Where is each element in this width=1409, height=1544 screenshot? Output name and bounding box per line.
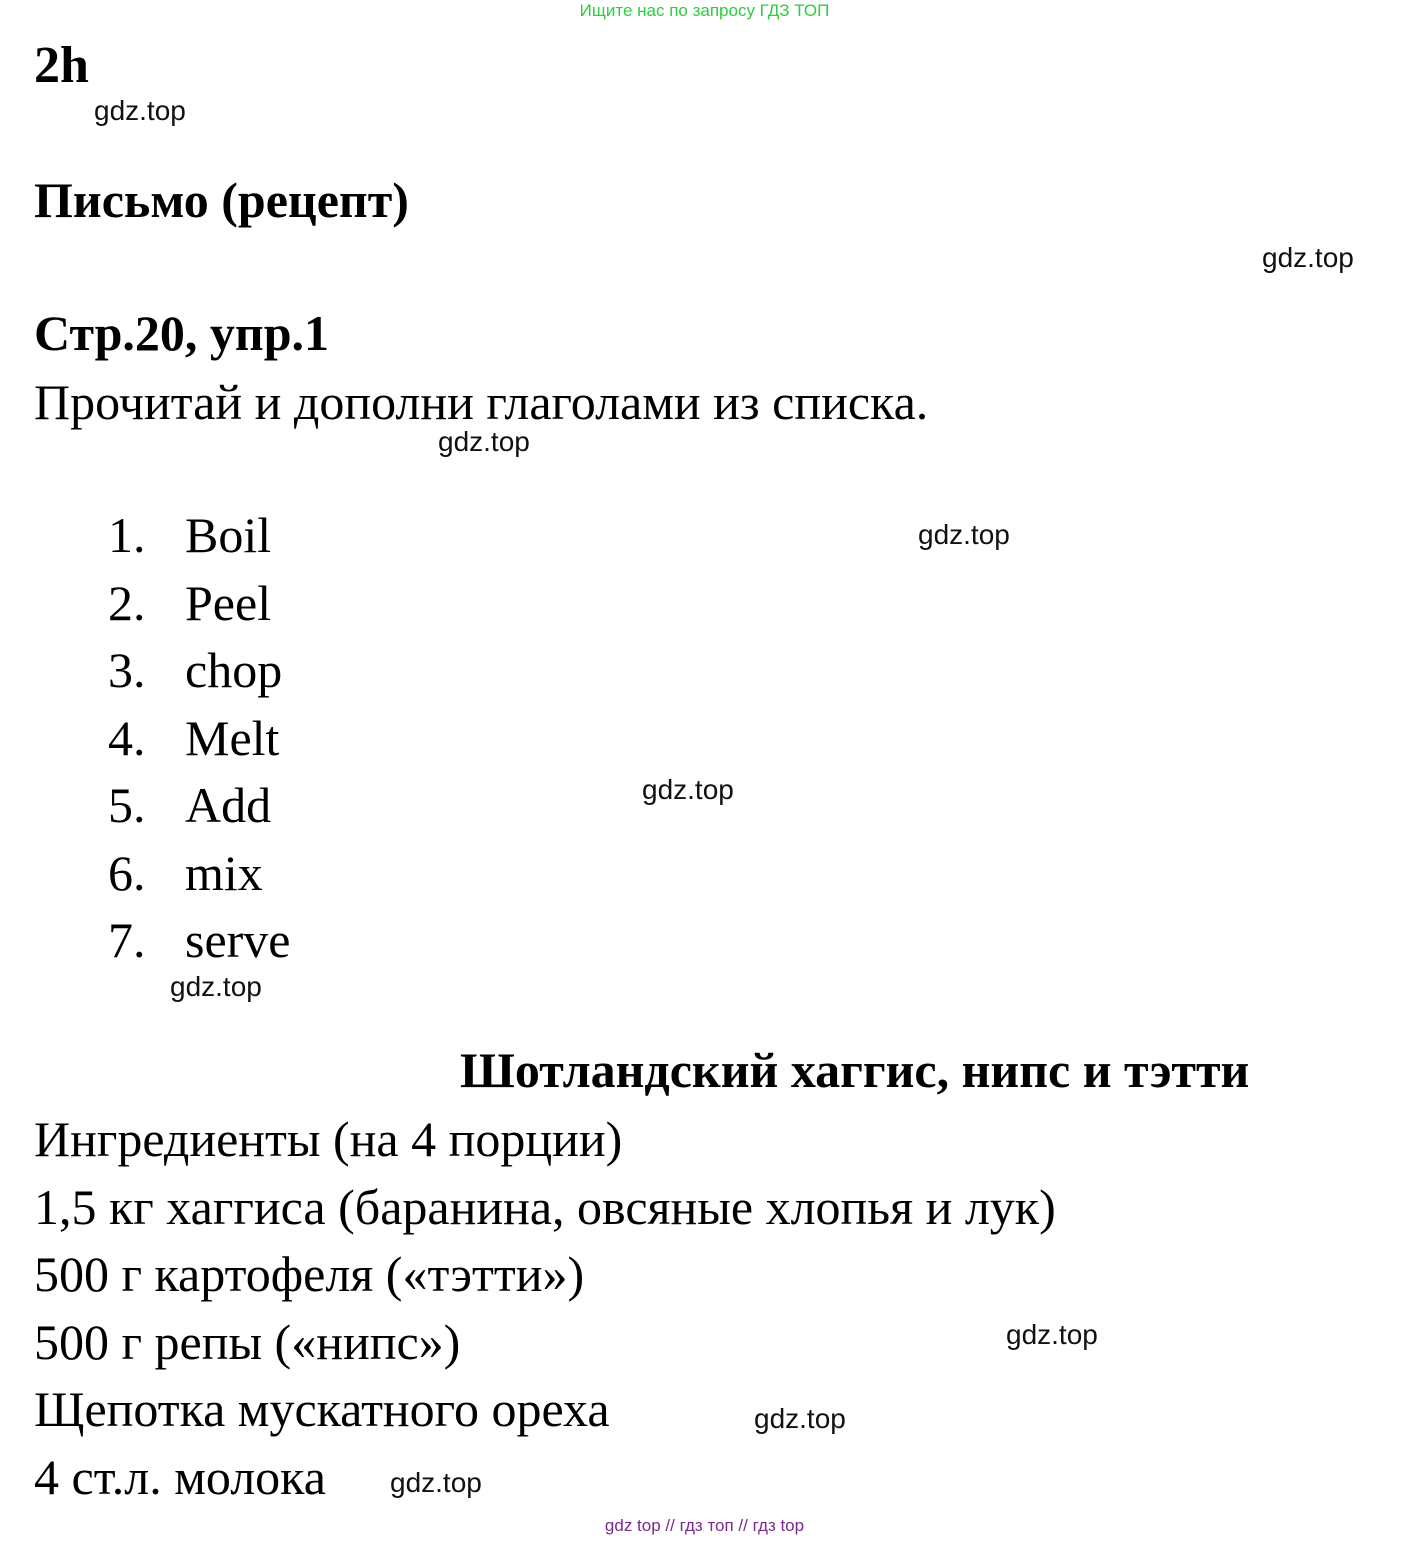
- footer-watermark: gdz top // гдз топ // гдз top: [604, 1516, 805, 1535]
- item-number: 4.: [108, 709, 146, 766]
- item-word: chop: [185, 642, 283, 698]
- list-item: [108, 840, 291, 908]
- watermark: gdz.top: [170, 971, 262, 1002]
- list-item: [108, 907, 291, 975]
- watermark: gdz.top: [1262, 242, 1354, 273]
- item-word: Add: [185, 777, 272, 833]
- watermark: gdz.top: [754, 1403, 846, 1434]
- answer-list: [108, 502, 291, 975]
- item-word: Melt: [185, 709, 280, 766]
- item-number: 7.: [108, 912, 146, 968]
- watermark: gdz.top: [94, 95, 186, 126]
- item-number: 3.: [108, 642, 146, 698]
- section-code: 2h: [34, 37, 89, 94]
- item-number: 2.: [108, 574, 146, 631]
- ingredient-line: Ингредиенты (на 4 порции): [34, 1111, 623, 1167]
- item-word: mix: [185, 844, 263, 901]
- watermark: gdz.top: [642, 774, 734, 805]
- watermark: gdz.top: [918, 519, 1010, 550]
- item-word: Peel: [185, 574, 272, 631]
- watermark: gdz.top: [438, 426, 530, 457]
- instruction: Прочитай и дополни глаголами из списка.: [34, 374, 929, 430]
- item-word: Boil: [185, 507, 272, 563]
- list-item: [108, 637, 291, 705]
- item-number: 6.: [108, 844, 146, 901]
- top-banner: Ищите нас по запросу ГДЗ ТОП: [579, 1, 830, 20]
- ingredients-list: [34, 1106, 1056, 1511]
- list-item: [108, 570, 291, 638]
- ingredient-line: 1,5 кг хаггиса (баранина, овсяные хлопья и лук): [34, 1178, 1056, 1235]
- item-number: 5.: [108, 777, 146, 833]
- watermark: gdz.top: [1006, 1319, 1098, 1350]
- recipe-title: Шотландский хаггис, нипс и тэтти: [460, 1042, 1250, 1098]
- ingredient-line: 500 г картофеля («тэтти»): [34, 1246, 585, 1302]
- list-item: [108, 502, 291, 570]
- item-number: 1.: [108, 507, 146, 563]
- list-item: [108, 772, 291, 840]
- section-title: Письмо (рецепт): [34, 172, 409, 228]
- ingredient-line: Щепотка мускатного ореха: [34, 1381, 610, 1437]
- watermark: gdz.top: [390, 1467, 482, 1498]
- ingredient-line: 500 г репы («нипс»): [34, 1313, 461, 1370]
- list-item: [108, 705, 291, 773]
- exercise-ref: Стр.20, упр.1: [34, 305, 330, 361]
- item-word: serve: [185, 912, 291, 968]
- ingredient-line: 4 ст.л. молока: [34, 1448, 326, 1505]
